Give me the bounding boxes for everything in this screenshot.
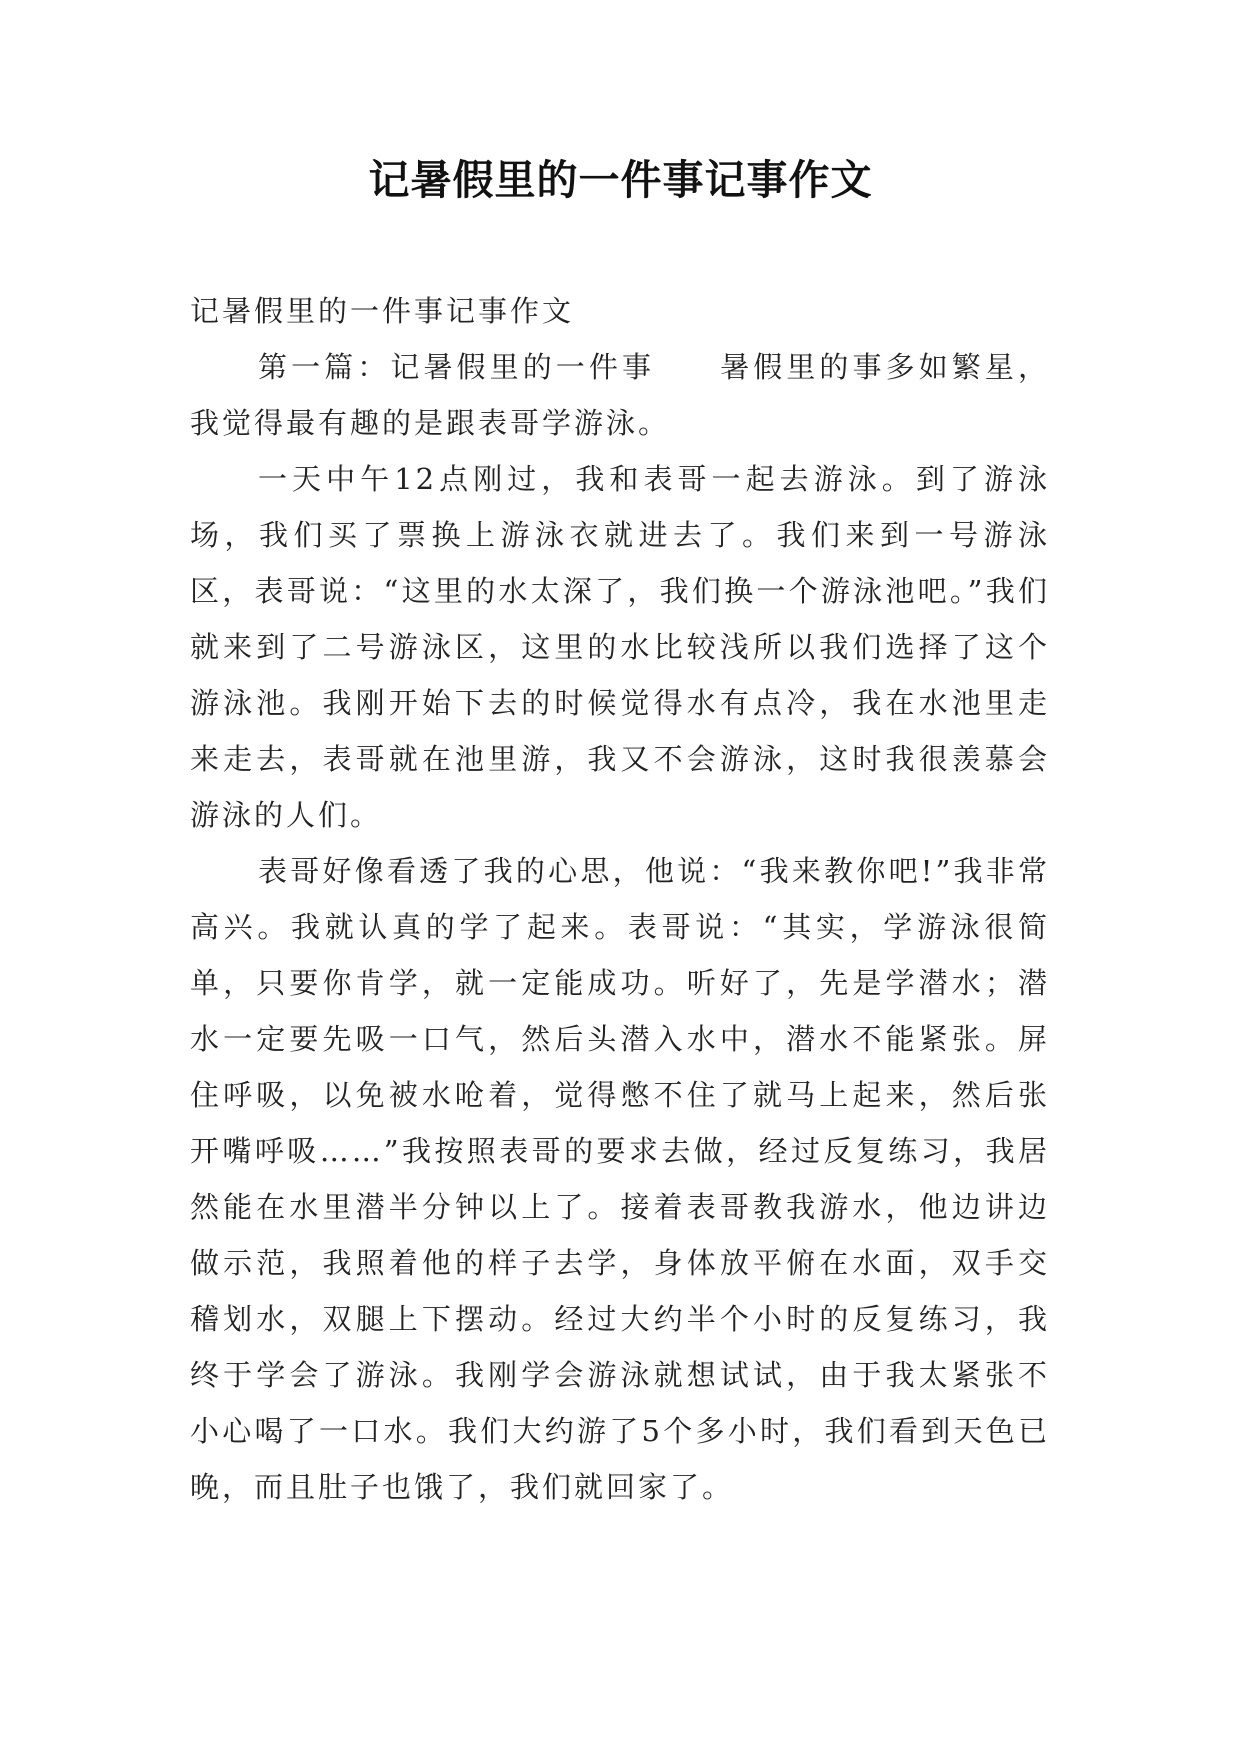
first-paragraph-heading: 第一篇：记暑假里的一件事 — [258, 350, 656, 384]
first-paragraph-text: 暑假里的事多如繁星，我觉得最有趣的是跟表哥学游泳。 — [190, 350, 1050, 440]
paragraph: 表哥好像看透了我的心思，他说：“我来教你吧!”我非常高兴。我就认真的学了起来。表哥说：“其实，学游泳很简单，只要你肯学，就一定能成功。听好了，先是学潜水；潜水一定要先吸一口气，然后头潜入水中，潜水不能紧张。屏住呼吸，以免被水呛着，觉得憋不住了就马上起来，然后张开嘴呼吸……”我按照表哥的要求去做，经过反复练习，我居然能在水里潜半分钟以上了。接着表哥教我游水，他边讲边做示范，我照着他的样子去学，身体放平俯在水面，双手交稽划水，双腿上下摆动。经过大约半个小时的反复练习，我终于学会了游泳。我刚学会游泳就想试试，由于我太紧张不小心喝了一口水。我们大约游了5个多小时，我们看到天色已晚，而且肚子也饿了，我们就回家了。 — [190, 854, 1050, 1504]
paragraph: 一天中午12点刚过，我和表哥一起去游泳。到了游泳场，我们买了票换上游泳衣就进去了。我们来到一号游泳区，表哥说：“这里的水太深了，我们换一个游泳池吧。”我们就来到了二号游泳区，这里的水比较浅所以我们选择了这个游泳池。我刚开始下去的时候觉得水有点冷，我在水池里走来走去，表哥就在池里游，我又不会游泳，这时我很羡慕会游泳的人们。 — [190, 462, 1050, 832]
document-subtitle: 记暑假里的一件事记事作文 — [190, 294, 575, 328]
document-title: 记暑假里的一件事记事作文 — [368, 156, 873, 204]
document-body — [190, 283, 1050, 1515]
first-paragraph — [190, 339, 1050, 451]
